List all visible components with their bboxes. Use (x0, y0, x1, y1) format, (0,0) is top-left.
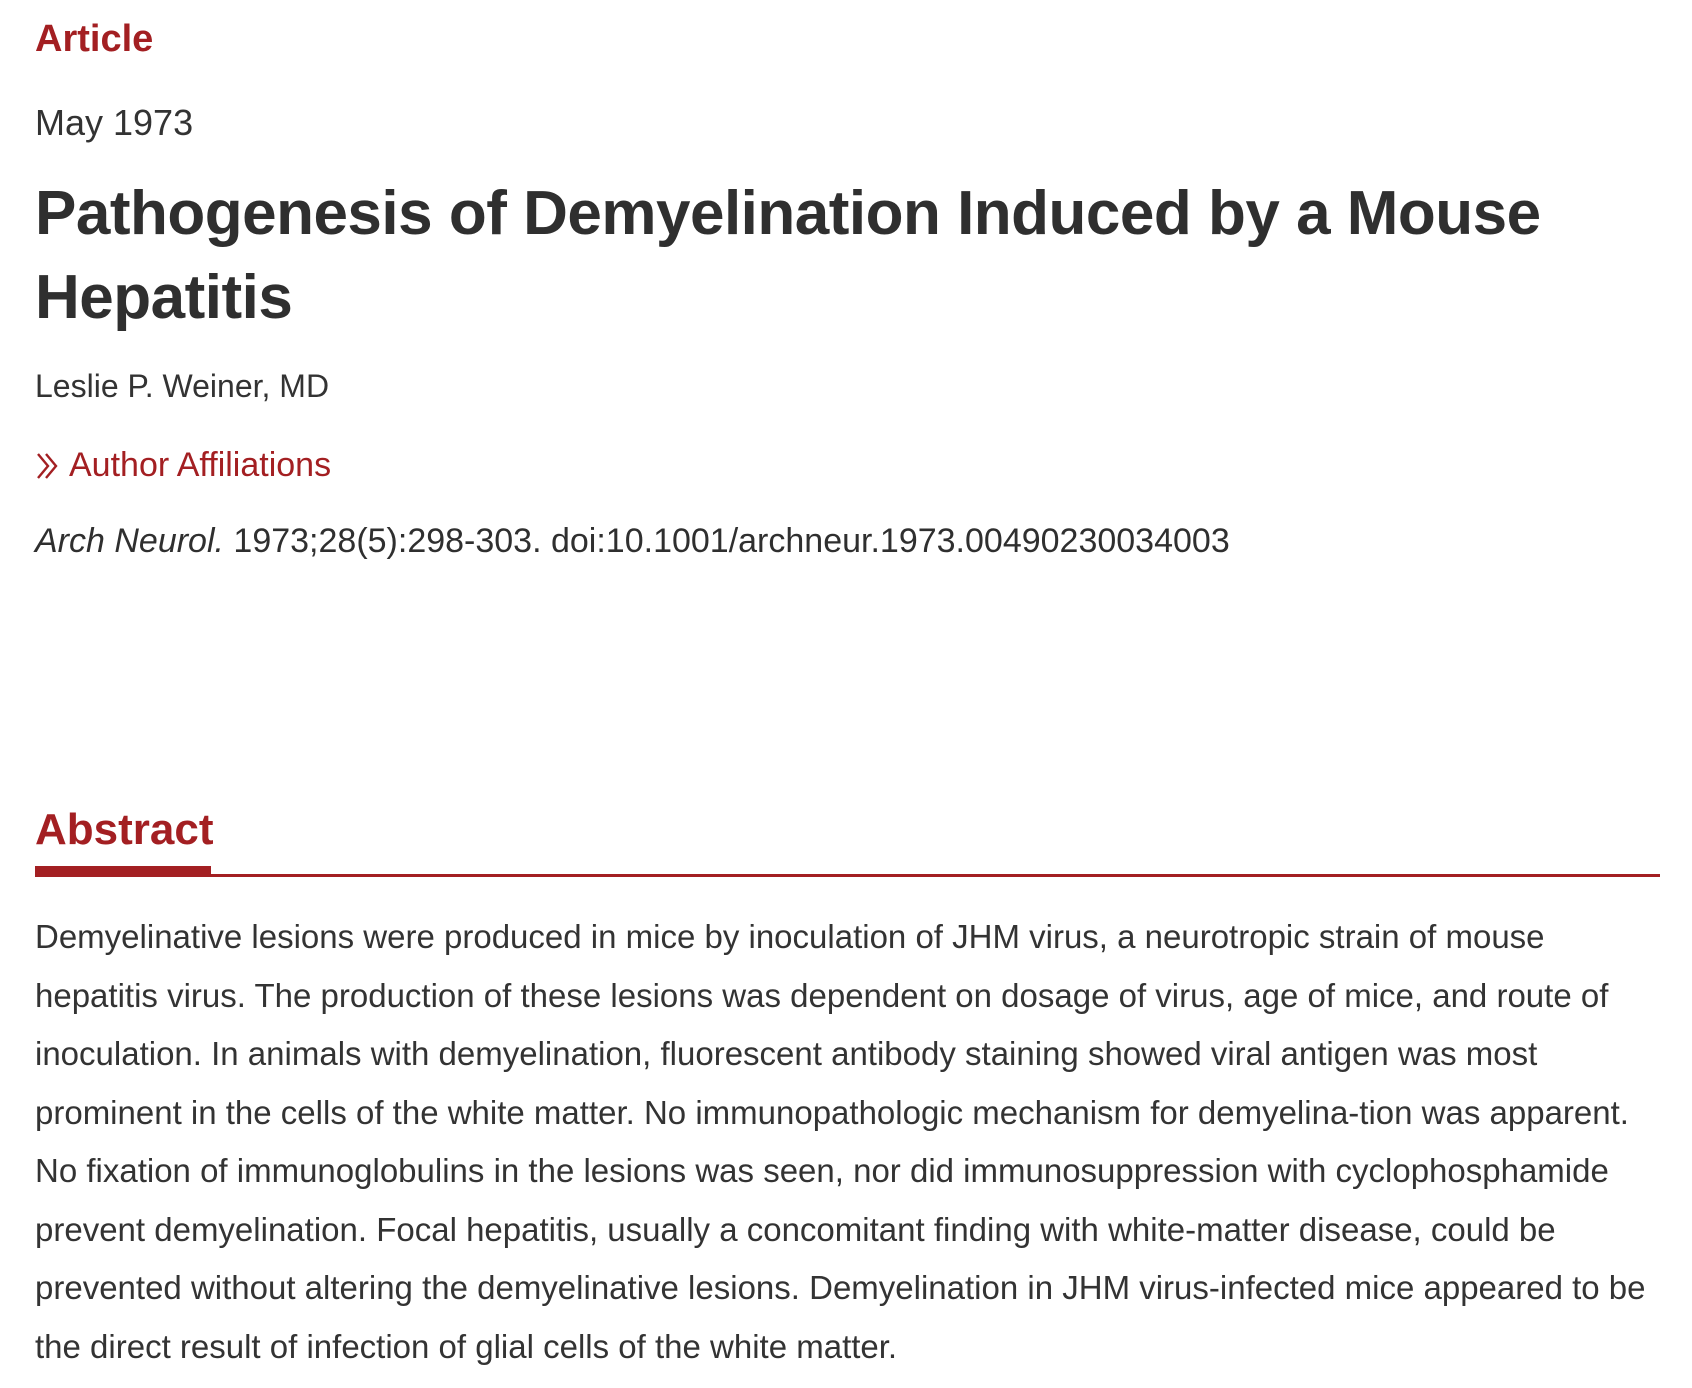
abstract-tab-underline (35, 866, 211, 874)
author-affiliations-link[interactable] (35, 446, 331, 485)
abstract-divider (35, 874, 1660, 877)
author-affiliations-label: Author Affiliations (69, 446, 332, 484)
double-chevron-right-icon (35, 450, 61, 482)
abstract-heading: Abstract (35, 805, 214, 854)
citation-journal: Arch Neurol. (35, 522, 224, 560)
author-name[interactable]: Leslie P. Weiner, MD (35, 368, 330, 404)
citation-details: 1973;28(5):298-303. doi:10.1001/archneur.1973.00490230034003 (223, 522, 1230, 560)
article-type-label: Article (35, 18, 154, 60)
publication-date: May 1973 (35, 102, 194, 143)
article-title: Pathogenesis of Demyelination Induced by a Mouse Hepatitis (35, 179, 1541, 332)
abstract-text: Demyelinative lesions were produced in mice by inoculation of JHM virus, a neurotropic strain of mouse hepatitis virus. The production of these lesions was dependent on dosage of virus, age of mice, and route of inoculation. In animals with demyelination, fluorescent antibody staining showed viral antigen was most prominent in the cells of the white matter. No immunopathologic mechanism for demyelina-tion was apparent. No fixation of immunoglobulins in the lesions was seen, nor did immunosuppression with cyclophosphamide prevent demyelination. Focal hepatitis, usually a concomitant finding with white-matter disease, could be prevented without altering the demyelinative lesions. Demyelination in JHM virus-infected mice appeared to be the direct result of infection of glial cells of the white matter. (35, 918, 1646, 1365)
citation (35, 522, 1230, 561)
